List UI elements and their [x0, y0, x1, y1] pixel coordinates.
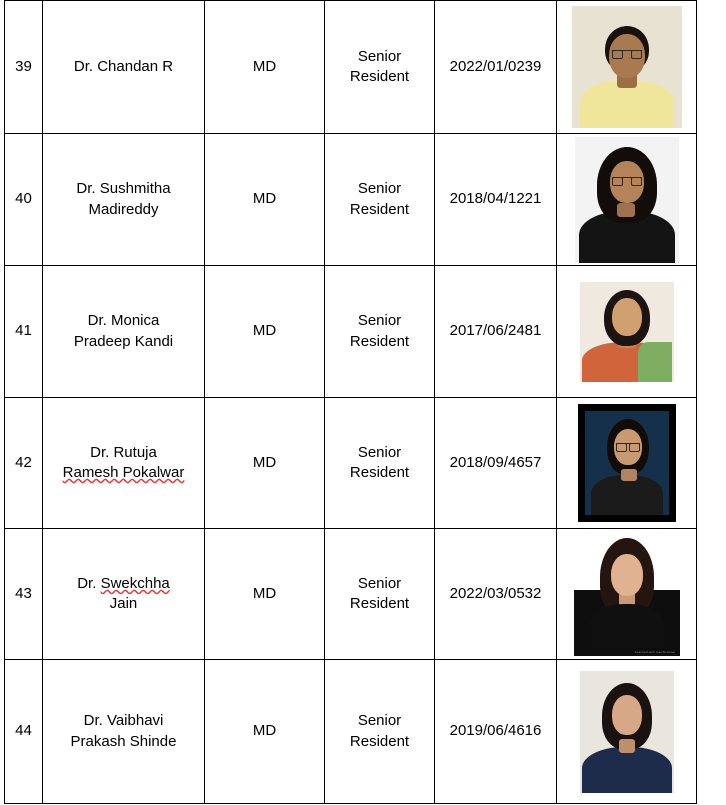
cell-photograph — [557, 398, 697, 529]
cell-sl-no: 43 — [5, 529, 43, 660]
portrait-photo-rutuja-ramesh-pokalwar — [578, 404, 676, 522]
name-line-2: Prakash Shinde — [70, 732, 177, 750]
table-row — [5, 266, 697, 398]
scanner-watermark: Scanned with CamScanner — [634, 649, 676, 654]
cell-photograph — [557, 134, 697, 266]
name-line-1: Dr. Monica — [87, 312, 160, 330]
table-row — [5, 1, 697, 134]
name-line-1-prefix: Dr. — [77, 574, 101, 592]
cell-sl-no: 39 — [5, 1, 43, 134]
name-line-1: Dr. Vaibhavi — [83, 712, 164, 730]
cell-designation — [325, 134, 435, 266]
cell-qualification: MD — [205, 1, 325, 134]
name-line-2: Ramesh Pokalwar — [62, 464, 185, 481]
cell-qualification: MD — [205, 134, 325, 266]
portrait-photo-sushmitha-madireddy — [575, 137, 679, 263]
table-row — [5, 529, 697, 660]
portrait-photo-vaibhavi-prakash-shinde — [580, 671, 674, 793]
cell-sl-no: 41 — [5, 266, 43, 398]
designation-line-2: Resident — [349, 464, 410, 481]
name-line-2: Pradeep Kandi — [73, 332, 174, 350]
cell-qualification: MD — [205, 266, 325, 398]
designation-line-2: Resident — [349, 595, 410, 612]
cell-photograph — [557, 1, 697, 134]
cell-sl-no: 40 — [5, 134, 43, 266]
designation-line-2: Resident — [349, 732, 410, 750]
cell-sl-no: 42 — [5, 398, 43, 529]
cell-sl-no: 44 — [5, 660, 43, 804]
designation-line-1: Senior — [357, 180, 402, 198]
cell-name — [43, 134, 205, 266]
faculty-roster-table — [4, 0, 697, 804]
cell-registration-no: 2022/03/0532 — [435, 529, 557, 660]
cell-photograph — [557, 529, 697, 660]
cell-qualification: MD — [205, 398, 325, 529]
cell-photograph — [557, 266, 697, 398]
designation-line-1: Senior — [357, 47, 402, 65]
cell-designation — [325, 660, 435, 804]
designation-line-1: Senior — [357, 712, 402, 730]
name-line-1-word: Swekchha — [100, 574, 170, 592]
cell-registration-no: 2022/01/0239 — [435, 1, 557, 134]
name-line-2: Madireddy — [88, 200, 159, 218]
cell-designation — [325, 529, 435, 660]
cell-photograph — [557, 660, 697, 804]
cell-name — [43, 660, 205, 804]
cell-registration-no: 2017/06/2481 — [435, 266, 557, 398]
name-line-2: Jain — [109, 595, 138, 612]
name-line-1: Dr. Sushmitha — [76, 180, 171, 198]
cell-qualification: MD — [205, 660, 325, 804]
portrait-photo-monica-pradeep-kandi — [580, 282, 674, 382]
table-row — [5, 134, 697, 266]
designation-line-1: Senior — [357, 443, 402, 461]
table-row — [5, 660, 697, 804]
designation-line-1: Senior — [357, 312, 402, 330]
cell-name — [43, 266, 205, 398]
name-line-1: Dr. Rutuja — [90, 443, 157, 461]
cell-designation — [325, 398, 435, 529]
cell-name — [43, 529, 205, 660]
cell-qualification: MD — [205, 529, 325, 660]
portrait-photo-chandan-r — [572, 6, 682, 128]
portrait-photo-swekchha-jain — [574, 532, 680, 656]
cell-name — [43, 398, 205, 529]
cell-name: Dr. Chandan R — [43, 1, 205, 134]
cell-designation — [325, 1, 435, 134]
cell-registration-no: 2019/06/4616 — [435, 660, 557, 804]
designation-line-1: Senior — [357, 574, 402, 592]
table-row — [5, 398, 697, 529]
designation-line-2: Resident — [349, 332, 410, 350]
designation-line-2: Resident — [349, 68, 410, 85]
designation-line-2: Resident — [349, 200, 410, 218]
cell-registration-no: 2018/04/1221 — [435, 134, 557, 266]
cell-designation — [325, 266, 435, 398]
cell-registration-no: 2018/09/4657 — [435, 398, 557, 529]
